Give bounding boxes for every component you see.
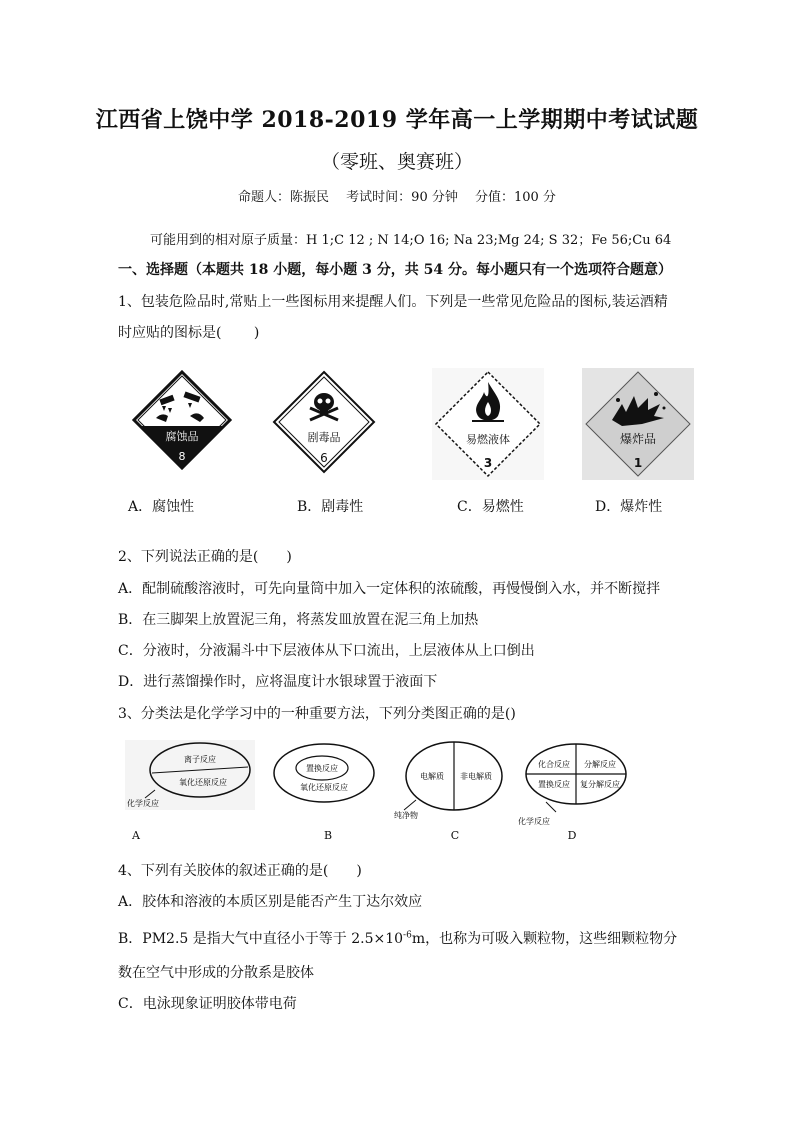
diagram-c-left: 电解质 (420, 772, 444, 781)
q1-option-a: A．腐蚀性 (128, 499, 195, 515)
diagram-d-q2: 分解反应 (584, 760, 616, 769)
q4-option-b-exponent: -6 (403, 930, 412, 941)
q4-option-a: A．胶体和溶液的本质区别是能否产生丁达尔效应 (118, 894, 423, 910)
diagram-b (272, 742, 376, 804)
hazard-sign-explosive (582, 368, 694, 480)
sign-a-number: 8 (178, 450, 186, 463)
q3-stem: 3、分类法是化学学习中的一种重要方法，下列分类图正确的是() (118, 706, 516, 722)
q2-option-c: C．分液时，分液漏斗中下层液体从下口流出，上层液体从上口倒出 (118, 643, 535, 659)
diagram-b-label: B (323, 829, 333, 842)
diagram-d-q1: 化合反应 (538, 760, 570, 769)
hazard-sign-flammable (432, 368, 544, 480)
sign-b-text: 剧毒品 (307, 431, 341, 444)
q4-option-c: C．电泳现象证明胶体带电荷 (118, 996, 297, 1012)
diagram-c-outer: 纯净物 (394, 811, 418, 820)
diagram-a-inner: 氧化还原反应 (179, 778, 227, 787)
diagram-d-outer: 化学反应 (518, 817, 550, 826)
section-heading: 一、选择题（本题共 18 小题，每小题 3 分，共 54 分。每小题只有一个选项符合题意） (118, 262, 672, 278)
q1-option-d: D．爆炸性 (595, 499, 663, 515)
sign-c-text: 易燃液体 (466, 433, 510, 446)
diagram-d (516, 740, 630, 826)
q1-stem-line2: 时应贴的图标是( ) (118, 325, 260, 341)
diagram-d-label: D (567, 829, 577, 842)
sign-d-text: 爆炸品 (619, 432, 657, 446)
diagram-b-outer: 氧化还原反应 (300, 783, 348, 792)
q2-option-d: D．进行蒸馏操作时，应将温度计水银球置于液面下 (118, 674, 438, 690)
sign-c-number: 3 (483, 456, 493, 470)
q4-option-b-post: m，也称为可吸入颗粒物，这些细颗粒物分 (411, 931, 678, 947)
exam-meta: 命题人：陈振民 考试时间：90 分钟 分值：100 分 (238, 190, 556, 205)
hazard-sign-corrosive (132, 370, 232, 470)
sign-b-number: 6 (320, 451, 328, 465)
q4-option-b-line2: 数在空气中形成的分散系是胶体 (118, 965, 314, 981)
q2-stem: 2、下列说法正确的是( ) (118, 549, 292, 565)
q1-option-b: B．剧毒性 (297, 499, 364, 515)
diagram-d-q3: 置换反应 (538, 780, 570, 789)
page-title: 江西省上饶中学 2018-2019 学年高一上学期期中考试试题 (95, 107, 699, 133)
q4-option-b (118, 928, 677, 948)
diagram-c (392, 740, 508, 820)
q4-option-b-pre: B．PM2.5 是指大气中直径小于等于 2.5×10 (118, 931, 404, 947)
diagram-a-top: 离子反应 (184, 755, 216, 764)
q4-stem: 4、下列有关胶体的叙述正确的是( ) (118, 863, 362, 879)
q2-option-a: A．配制硫酸溶液时，可先向量筒中加入一定体积的浓硫酸，再慢慢倒入水，并不断搅拌 (118, 581, 661, 597)
q1-stem-line1: 1、包装危险品时,常贴上一些图标用来提醒人们。下列是一些常见危险品的图标,装运酒精 (118, 294, 668, 310)
q2-option-b: B．在三脚架上放置泥三角，将蒸发皿放置在泥三角上加热 (118, 612, 479, 628)
diagram-c-label: C (450, 829, 460, 842)
q1-option-c: C．易燃性 (457, 499, 524, 515)
diagram-d-q4: 复分解反应 (580, 780, 620, 789)
diagram-b-inner: 置换反应 (306, 764, 338, 773)
diagram-a-outer: 化学反应 (127, 799, 159, 808)
page-subtitle: （零班、奥赛班） (320, 151, 473, 173)
diagram-c-right: 非电解质 (460, 772, 492, 781)
hazard-sign-toxic (272, 370, 376, 474)
diagram-a (125, 740, 255, 810)
diagram-a-label: A (132, 829, 140, 842)
sign-d-number: 1 (633, 456, 643, 470)
sign-a-text: 腐蚀品 (165, 430, 199, 443)
atomic-masses: 可能用到的相对原子质量：H 1;C 12 ; N 14;O 16; Na 23;Mg 24; S 32；Fe 56;Cu 64 (150, 233, 672, 248)
